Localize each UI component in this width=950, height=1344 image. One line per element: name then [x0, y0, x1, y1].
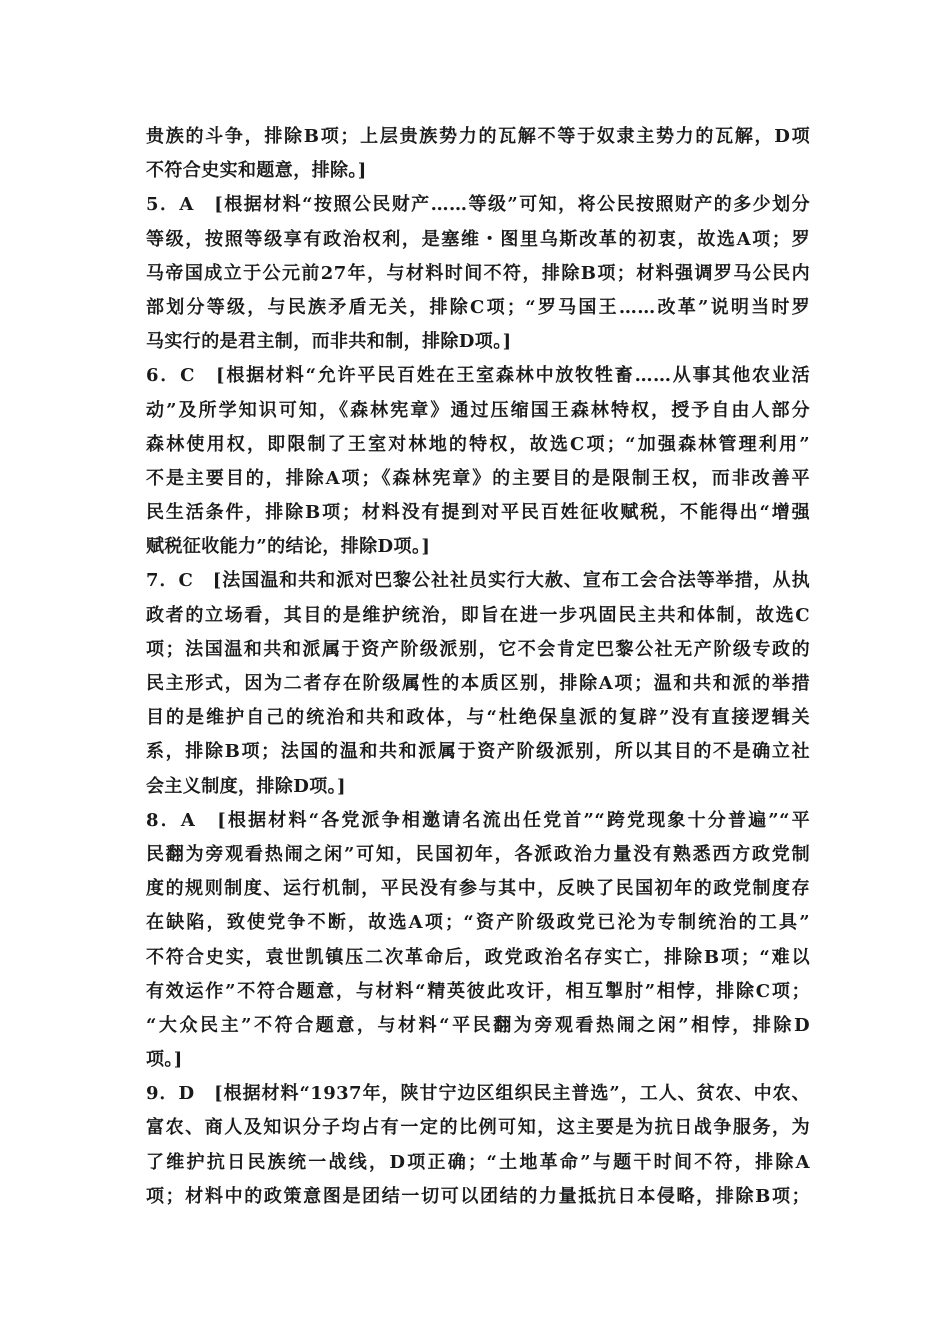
- text-line: 有效运作”不符合题意，与材料“精英彼此攻讦，相互掣肘”相悖，排除C项；: [146, 980, 810, 1002]
- text-line: 8．A [根据材料“各党派争相邀请名流出任党首”“跨党现象十分普遍”“平: [146, 809, 810, 831]
- text-line: 动”及所学知识可知，《森林宪章》通过压缩国王森林特权，授予自由人部分: [146, 399, 810, 421]
- text-line: 7．C [法国温和共和派对巴黎公社社员实行大赦、宣布工会合法等举措，从执: [146, 570, 810, 592]
- text-line: 政者的立场看，其目的是维护统治，即旨在进一步巩固民主共和体制，故选C: [146, 604, 810, 626]
- text-line: 项；材料中的政策意图是团结一切可以团结的力量抵抗日本侵略，排除B项；: [146, 1185, 810, 1207]
- text-line: 赋税征收能力”的结论，排除D项。]: [146, 536, 431, 558]
- text-line: 森林使用权，即限制了王室对林地的特权，故选C项；“加强森林管理利用”: [146, 433, 810, 455]
- text-line: 会主义制度，排除D项。]: [146, 775, 346, 797]
- text-line: 民生活条件，排除B项；材料没有提到对平民百姓征收赋税，不能得出“增强: [146, 502, 810, 524]
- text-line: “大众民主”不符合题意，与材料“平民翻为旁观看热闹之闲”相悖，排除D: [146, 1014, 810, 1036]
- text-line: 6．C [根据材料“允许平民百姓在王室森林中放牧牲畜……从事其他农业活: [146, 365, 810, 387]
- text-line: 系，排除B项；法国的温和共和派属于资产阶级派别，所以其目的不是确立社: [146, 741, 810, 763]
- text-line: 民翻为旁观看热闹之闲”可知，民国初年，各派政治力量没有熟悉西方政党制: [146, 843, 810, 865]
- text-line: 富农、商人及知识分子均占有一定的比例可知，这主要是为抗日战争服务，为: [146, 1117, 810, 1139]
- answer-explanations: [146, 120, 810, 1214]
- text-line: 民主形式，因为二者存在阶级属性的本质区别，排除A项；温和共和派的举措: [146, 673, 810, 694]
- text-line: 不符合史实和题意，排除。]: [146, 160, 367, 182]
- text-line: 度的规则制度、运行机制，平民没有参与其中，反映了民国初年的政党制度存: [146, 878, 810, 900]
- text-line: 在缺陷，致使党争不断，故选A项；“资产阶级政党已沦为专制统治的工具”: [146, 912, 810, 934]
- text-line: 项；法国温和共和派属于资产阶级派别，它不会肯定巴黎公社无产阶级专政的: [146, 638, 810, 660]
- text-line: 9．D [根据材料“1937年，陕甘宁边区组织民主普选”，工人、贫农、中农、: [146, 1083, 810, 1105]
- text-line: 不符合史实，袁世凯镇压二次革命后，政党政治名存实亡，排除B项；“难以: [146, 946, 810, 968]
- text-line: 贵族的斗争，排除B项；上层贵族势力的瓦解不等于奴隶主势力的瓦解，D项: [146, 126, 810, 147]
- text-line: 不是主要目的，排除A项；《森林宪章》的主要目的是限制王权，而非改善平: [146, 467, 810, 489]
- text-line: 5．A [根据材料“按照公民财产……等级”可知，将公民按照财产的多少划分: [146, 194, 810, 216]
- text-line: 马实行的是君主制，而非共和制，排除D项。]: [146, 331, 512, 353]
- text-line: 部划分等级，与民族矛盾无关，排除C项；“罗马国王……改革”说明当时罗: [146, 296, 810, 318]
- text-line: 了维护抗日民族统一战线，D项正确；“土地革命”与题干时间不符，排除A: [146, 1151, 810, 1173]
- text-line: 等级，按照等级享有政治权利，是塞维・图里乌斯改革的初衷，故选A项；罗: [146, 228, 810, 250]
- text-line: 目的是维护自己的统治和共和政体，与“杜绝保皇派的复辟”没有直接逻辑关: [146, 707, 810, 729]
- text-line: 马帝国成立于公元前27年，与材料时间不符，排除B项；材料强调罗马公民内: [146, 262, 810, 284]
- text-line: 项。]: [146, 1049, 183, 1071]
